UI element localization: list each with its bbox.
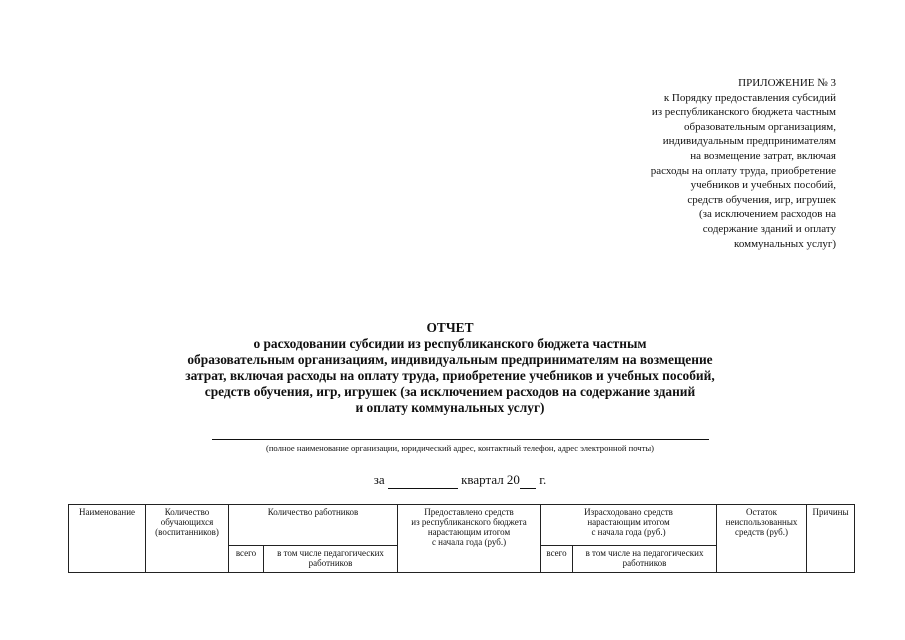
- period-middle: квартал 20: [461, 472, 520, 487]
- header-spent-total: всего: [541, 546, 573, 573]
- appendix-line: содержание зданий и оплату: [702, 222, 836, 235]
- header-workers-teachers: в том числе педагогических работников: [264, 546, 398, 573]
- period-prefix: за: [373, 472, 385, 487]
- header-workers-total: всего: [229, 546, 264, 573]
- year-blank-field[interactable]: [520, 472, 536, 489]
- table-header-row: [69, 505, 855, 546]
- reporting-period: [300, 472, 620, 489]
- header-reasons: Причины: [807, 505, 855, 573]
- report-subtitle-line: затрат, включая расходы на оплату труда, приобретение учебников и учебных пособий,: [185, 368, 715, 383]
- report-title-block: [120, 320, 780, 416]
- appendix-line: образовательным организациям,: [683, 120, 836, 133]
- header-workers: Количество работников: [229, 505, 398, 546]
- appendix-line: коммунальных услуг): [734, 237, 836, 250]
- appendix-line: (за исключением расходов на: [698, 208, 836, 221]
- appendix-line: индивидуальным предпринимателям: [662, 135, 836, 148]
- period-suffix: г.: [539, 472, 547, 487]
- report-heading: ОТЧЕТ: [426, 320, 474, 335]
- report-subtitle-line: и оплату коммунальных услуг): [355, 400, 545, 415]
- report-subtitle-line: о расходовании субсидии из республиканского бюджета частным: [253, 336, 647, 351]
- report-subtitle-line: средств обучения, игр, игрушек (за исключением расходов на содержание зданий: [204, 384, 696, 399]
- header-spent: Израсходовано средств нарастающим итогом с начала года (руб.): [541, 505, 717, 546]
- appendix-line: расходы на оплату труда, приобретение: [650, 164, 836, 177]
- quarter-blank-field[interactable]: [388, 472, 458, 489]
- appendix-line: учебников и учебных пособий,: [690, 179, 836, 192]
- appendix-title: ПРИЛОЖЕНИЕ № 3: [738, 77, 836, 89]
- header-students: Количество обучающихся (воспитанников): [146, 505, 229, 573]
- appendix-line: на возмещение затрат, включая: [690, 149, 836, 162]
- organization-fill-line[interactable]: [212, 439, 709, 440]
- appendix-line: средств обучения, игр, игрушек: [687, 193, 836, 206]
- report-table: [68, 504, 855, 573]
- header-provided: Предоставлено средств из республиканского бюджета нарастающим итогом с начала года (руб.): [398, 505, 541, 573]
- header-name: Наименование: [69, 505, 146, 573]
- appendix-line: из республиканского бюджета частным: [651, 106, 836, 119]
- appendix-block: [560, 76, 836, 251]
- report-subtitle-line: образовательным организациям, индивидуальным предпринимателям на возмещение: [187, 352, 713, 367]
- organization-hint: (полное наименование организации, юридический адрес, контактный телефон, адрес электронной почты): [265, 443, 655, 453]
- header-spent-teachers: в том числе на педагогических работников: [573, 546, 717, 573]
- header-remaining: Остаток неиспользованных средств (руб.): [717, 505, 807, 573]
- appendix-line: к Порядку предоставления субсидий: [663, 91, 836, 104]
